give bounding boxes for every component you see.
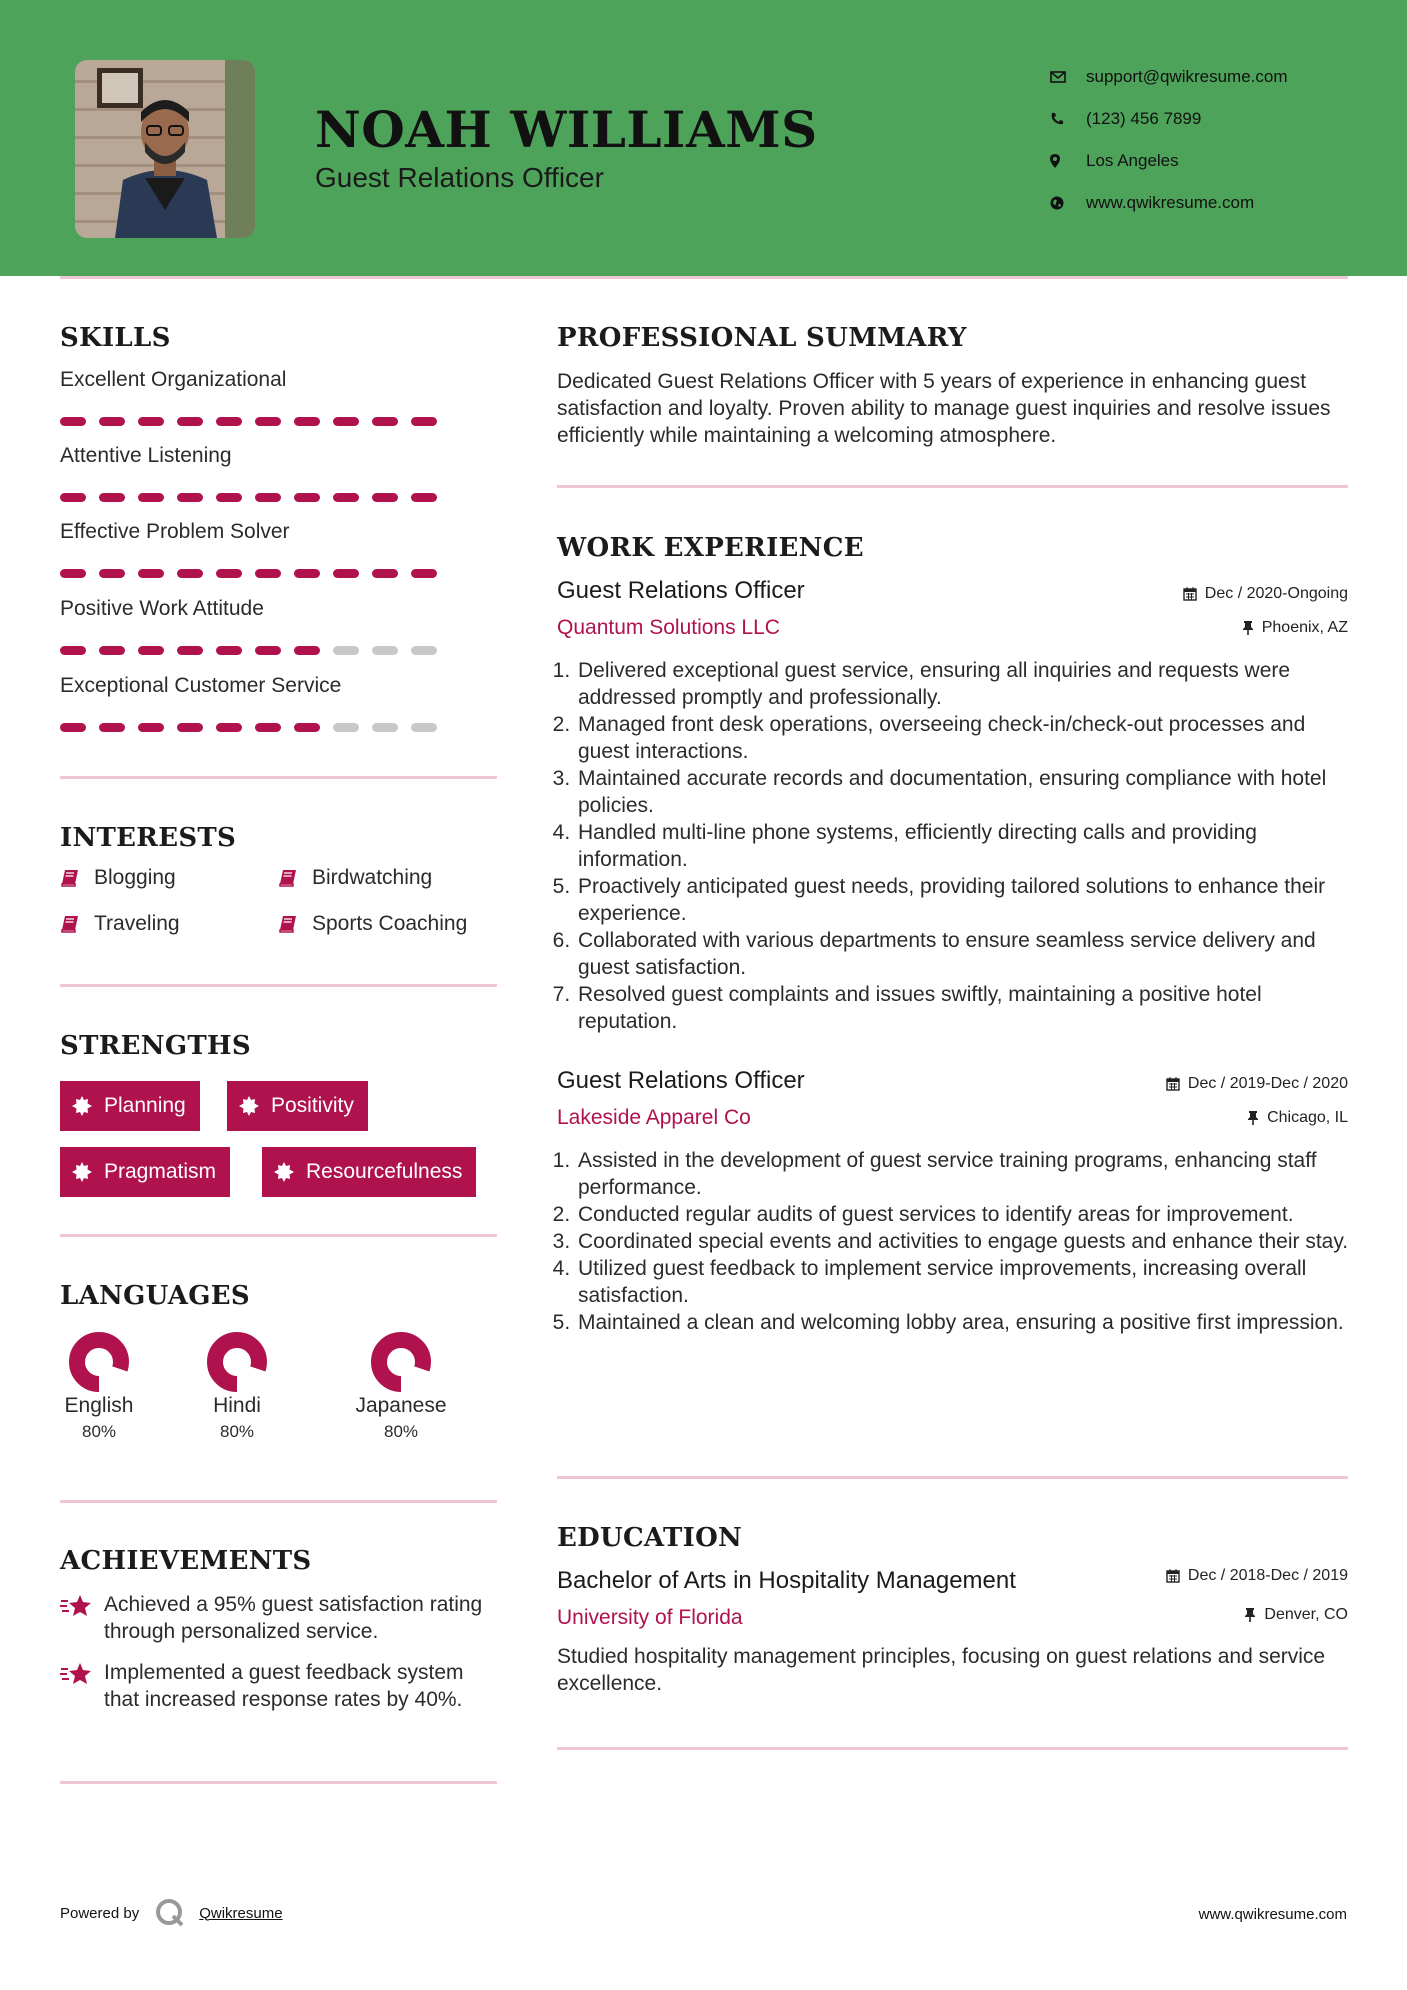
skill-dot [411, 417, 437, 426]
language-ring [205, 1330, 269, 1394]
job-title: Guest Relations Officer [557, 1067, 805, 1094]
contact-website-text: www.qwikresume.com [1086, 193, 1255, 212]
globe-icon [1050, 196, 1086, 210]
job-date-text: Dec / 2019-Dec / 2020 [1187, 1075, 1348, 1092]
envelope-icon [1050, 71, 1086, 83]
pushpin-icon [1244, 1608, 1256, 1622]
skill-name: Positive Work Attitude [60, 597, 264, 620]
job-title: Guest Relations Officer [557, 577, 805, 604]
language-percent: 80% [81, 1422, 117, 1441]
education-location [1068, 1606, 1348, 1624]
interest-item [60, 866, 176, 890]
skill-dot [255, 723, 281, 732]
skill-dot [333, 723, 359, 732]
strength-label: Positivity [271, 1094, 354, 1117]
calendar-icon [1166, 1077, 1180, 1091]
skill-dot [255, 493, 281, 502]
qwikresume-logo-icon [155, 1898, 185, 1928]
skill-dot [294, 417, 320, 426]
badge-icon [72, 1096, 104, 1116]
job-date [1028, 1075, 1348, 1093]
star-icon [60, 1591, 104, 1645]
section-divider [60, 1500, 497, 1503]
job-bullet: 4. Handled multi-line phone systems, efficiently directing calls and providing information. [576, 819, 1356, 873]
section-divider [557, 1476, 1348, 1479]
interest-item [278, 912, 467, 936]
language-name: Hindi [213, 1394, 261, 1417]
skill-dot [216, 493, 242, 502]
header-banner [0, 0, 1407, 276]
contact-location-text: Los Angeles [1086, 151, 1179, 170]
skill-rating [60, 569, 437, 578]
powered-by-label: Powered by [60, 1904, 140, 1922]
language-item [344, 1330, 458, 1442]
profile-photo [75, 60, 255, 238]
skill-dot [60, 493, 86, 502]
language-ring-arc [215, 1340, 259, 1384]
skill-dot [333, 493, 359, 502]
skill-dot [294, 569, 320, 578]
summary-title: PROFESSIONAL SUMMARY [557, 323, 967, 353]
skill-name: Effective Problem Solver [60, 520, 290, 543]
skill-dot [138, 723, 164, 732]
section-divider [557, 485, 1348, 488]
skill-dot [177, 493, 203, 502]
school-name: University of Florida [557, 1606, 743, 1629]
job-bullet: 5. Maintained a clean and welcoming lobby area, ensuring a positive first impression. [576, 1309, 1356, 1336]
interests-title: INTERESTS [60, 823, 237, 853]
badge-icon [72, 1162, 104, 1182]
strength-label: Resourcefulness [306, 1160, 463, 1183]
interest-item [60, 912, 180, 936]
language-name: English [64, 1394, 134, 1417]
footer-url[interactable]: www.qwikresume.com [1198, 1906, 1347, 1923]
skill-dot [99, 493, 125, 502]
book-icon [60, 914, 94, 934]
language-percent: 80% [219, 1422, 255, 1441]
contact-location [1050, 140, 1380, 182]
strength-tag [262, 1147, 476, 1197]
languages-title: LANGUAGES [60, 1281, 250, 1311]
strength-label: Planning [104, 1094, 186, 1117]
contact-email-text: support@qwikresume.com [1086, 67, 1288, 86]
job-bullet: 3. Maintained accurate records and documentation, ensuring compliance with hotel policies. [576, 765, 1356, 819]
achievement-text: Achieved a 95% guest satisfaction rating through personalized service. [104, 1593, 483, 1643]
skill-name: Exceptional Customer Service [60, 674, 342, 697]
skill-dot [177, 646, 203, 655]
job-bullet: 5. Proactively anticipated guest needs, providing tailored solutions to enhance their experience. [576, 873, 1356, 927]
language-ring-arc [77, 1340, 121, 1384]
education-location-text: Denver, CO [1264, 1606, 1348, 1623]
language-percent: 80% [383, 1422, 419, 1441]
skill-dot [372, 417, 398, 426]
language-item [190, 1330, 284, 1442]
skill-dot [177, 723, 203, 732]
candidate-name: NOAH WILLIAMS [315, 100, 818, 159]
skill-dot [60, 723, 86, 732]
skill-dot [99, 569, 125, 578]
job-location [1028, 1109, 1348, 1127]
job-date [1028, 585, 1348, 603]
footer-powered-by [60, 1898, 283, 1928]
contact-phone-text: (123) 456 7899 [1086, 109, 1202, 128]
skill-dot [60, 646, 86, 655]
achievements-title: ACHIEVEMENTS [60, 1546, 312, 1576]
company-name: Quantum Solutions LLC [557, 616, 780, 639]
job-bullet: 6. Collaborated with various departments to ensure seamless service delivery and guest satisfaction. [576, 927, 1356, 981]
education-text: Studied hospitality management principles, focusing on guest relations and service excellence. [557, 1645, 1326, 1695]
skill-dot [177, 569, 203, 578]
language-item [52, 1330, 146, 1442]
skill-dot [138, 569, 164, 578]
job-bullet: 7. Resolved guest complaints and issues swiftly, maintaining a positive hotel reputation. [576, 981, 1356, 1035]
language-name: Japanese [355, 1394, 447, 1417]
header-divider [60, 276, 1348, 279]
skill-dot [372, 493, 398, 502]
skill-dot [411, 646, 437, 655]
skills-title: SKILLS [60, 323, 171, 353]
candidate-role: Guest Relations Officer [315, 162, 604, 193]
skill-dot [294, 646, 320, 655]
book-icon [278, 914, 312, 934]
contact-list [1050, 56, 1380, 224]
skill-dot [333, 417, 359, 426]
section-divider [60, 984, 497, 987]
calendar-icon [1183, 587, 1197, 601]
book-icon [278, 868, 312, 888]
skill-dot [372, 569, 398, 578]
degree-title: Bachelor of Arts in Hospitality Management [557, 1567, 1016, 1594]
education-date [1068, 1567, 1348, 1585]
skill-rating [60, 723, 437, 732]
job-bullet: 2. Conducted regular audits of guest services to identify areas for improvement. [576, 1201, 1356, 1228]
job-location [1028, 619, 1348, 637]
language-ring [67, 1330, 131, 1394]
skill-name: Excellent Organizational [60, 368, 287, 391]
job-bullet: 2. Managed front desk operations, overseeing check-in/check-out processes and guest interactions. [576, 711, 1356, 765]
summary-text: Dedicated Guest Relations Officer with 5 years of experience in enhancing guest satisfaction and loyalty. Proven ability to manage guest inquiries and resolve issues efficiently while maintaining a welcoming atmosphere. [557, 370, 1331, 447]
pushpin-icon [1247, 1111, 1259, 1125]
contact-phone[interactable] [1050, 98, 1380, 140]
skill-dot [255, 417, 281, 426]
skill-dot [411, 569, 437, 578]
contact-website[interactable] [1050, 182, 1380, 224]
star-icon [60, 1659, 104, 1713]
job-bullet: 1. Assisted in the development of guest service training programs, enhancing staff performance. [576, 1147, 1356, 1201]
phone-icon [1050, 112, 1086, 126]
skill-dot [333, 646, 359, 655]
job-bullets [556, 1147, 1356, 1336]
strengths-title: STRENGTHS [60, 1031, 251, 1061]
skill-name: Attentive Listening [60, 444, 232, 467]
skill-rating [60, 646, 437, 655]
skill-dot [255, 646, 281, 655]
section-divider [60, 776, 497, 779]
skill-dot [294, 493, 320, 502]
experience-title: WORK EXPERIENCE [557, 533, 864, 563]
skill-dot [138, 646, 164, 655]
skill-dot [411, 723, 437, 732]
skill-dot [60, 417, 86, 426]
job-bullets [556, 657, 1356, 1035]
skill-dot [372, 723, 398, 732]
strength-tag [227, 1081, 368, 1131]
interest-item [278, 866, 432, 890]
job-date-text: Dec / 2020-Ongoing [1204, 585, 1348, 602]
education-title: EDUCATION [557, 1523, 743, 1553]
job-bullet: 4. Utilized guest feedback to implement service improvements, increasing overall satisfaction. [576, 1255, 1356, 1309]
contact-email[interactable] [1050, 56, 1380, 98]
skill-dot [216, 569, 242, 578]
job-bullet: 1. Delivered exceptional guest service, ensuring all inquiries and requests were addressed promptly and professionally. [576, 657, 1356, 711]
skill-dot [216, 723, 242, 732]
skill-dot [255, 569, 281, 578]
education-date-text: Dec / 2018-Dec / 2019 [1187, 1567, 1348, 1584]
language-ring-arc [379, 1340, 423, 1384]
skill-dot [60, 569, 86, 578]
achievement-item [60, 1659, 500, 1713]
skill-dot [99, 417, 125, 426]
skill-dot [177, 417, 203, 426]
calendar-icon [1166, 1569, 1180, 1583]
strength-tag [60, 1081, 200, 1131]
achievement-item [60, 1591, 500, 1645]
interest-label: Birdwatching [312, 866, 433, 889]
skill-dot [138, 493, 164, 502]
company-name: Lakeside Apparel Co [557, 1106, 751, 1129]
job-location-text: Chicago, IL [1267, 1109, 1348, 1126]
skill-rating [60, 417, 437, 426]
skill-dot [372, 646, 398, 655]
skill-dot [333, 569, 359, 578]
badge-icon [239, 1096, 271, 1116]
skill-dot [216, 417, 242, 426]
interest-label: Blogging [94, 866, 176, 889]
interest-label: Traveling [94, 912, 180, 935]
skill-dot [99, 646, 125, 655]
strength-tag [60, 1147, 230, 1197]
section-divider [557, 1747, 1348, 1750]
interest-label: Sports Coaching [312, 912, 468, 935]
section-divider [60, 1234, 497, 1237]
book-icon [60, 868, 94, 888]
language-ring [369, 1330, 433, 1394]
skill-dot [138, 417, 164, 426]
skill-dot [294, 723, 320, 732]
section-divider [60, 1781, 497, 1784]
skill-dot [99, 723, 125, 732]
job-location-text: Phoenix, AZ [1261, 619, 1348, 636]
skill-dot [411, 493, 437, 502]
strength-label: Pragmatism [104, 1160, 217, 1183]
map-pin-icon [1050, 154, 1086, 168]
achievement-text: Implemented a guest feedback system that increased response rates by 40%. [104, 1661, 464, 1711]
job-bullet: 3. Coordinated special events and activities to engage guests and enhance their stay. [576, 1228, 1356, 1255]
pushpin-icon [1242, 621, 1254, 635]
skill-rating [60, 493, 437, 502]
skill-dot [216, 646, 242, 655]
badge-icon [274, 1162, 306, 1182]
qwikresume-link[interactable]: Qwikresume [199, 1904, 283, 1922]
